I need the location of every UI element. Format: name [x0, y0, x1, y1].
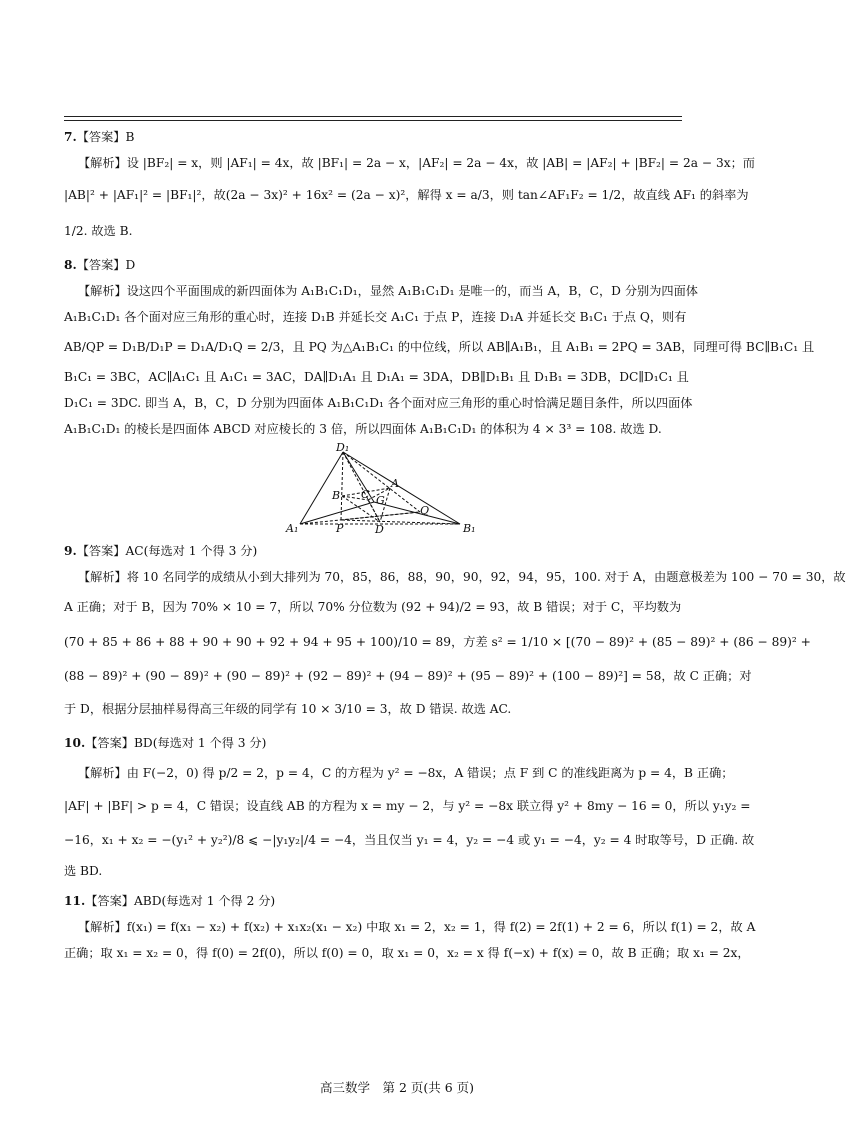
explanation-line: (88 − 89)² + (90 − 89)² + (90 − 89)² + (92 − 89)² + (94 − 89)² + (95 − 89)² + (100 − 89)²] = 58，故 C 正确；对 [64, 669, 752, 683]
segment-A1Q [300, 512, 420, 524]
explanation-line: (70 + 85 + 86 + 88 + 90 + 90 + 92 + 94 + 95 + 100)/10 = 89，方差 s² = 1/10 × [(70 − 89)² + (85 − 89)² + (86 − 89)² + [64, 635, 811, 649]
answer-line: 【答案】D [76, 258, 136, 272]
answer-line: 【答案】BD(每选对 1 个得 3 分) [85, 736, 267, 750]
question-9 [64, 540, 846, 726]
question-8 [64, 254, 815, 536]
explanation-line: 【解析】设 |BF₂| = x，则 |AF₁| = 4x，故 |BF₁| = 2a − x，|AF₂| = 2a − 4x，故 |AB| = |AF₂| + |BF₂| = 2a − 3x；而 [78, 156, 755, 170]
segment-D1P [341, 452, 343, 520]
explanation-line: |AB|² + |AF₁|² = |BF₁|²，故(2a − 3x)² + 16x² = (2a − x)²，解得 x = a/3，则 tan∠AF₁F₂ = 1/2，故直线 AF₁ 的斜率为 [64, 188, 749, 202]
question-number: 8. [64, 258, 77, 272]
explanation-line: 【解析】设这四个平面围成的新四面体为 A₁B₁C₁D₁，显然 A₁B₁C₁D₁ 是唯一的，而当 A，B，C，D 分别为四面体 [78, 284, 698, 298]
question-7 [64, 126, 755, 248]
explanation-line: 1/2. 故选 B. [64, 224, 133, 238]
segment-B1P [341, 520, 460, 524]
header-rule-bottom [64, 120, 682, 121]
label-C: C [361, 488, 370, 501]
label-A1: A₁ [286, 522, 299, 535]
explanation-line: A 正确；对于 B，因为 70% × 10 = 7，所以 70% 分位数为 (92 + 94)/2 = 93，故 B 错误；对于 C，平均数为 [64, 600, 682, 614]
answer-line: 【答案】ABD(每选对 1 个得 2 分) [85, 894, 276, 908]
explanation-line: 【解析】f(x₁) = f(x₁ − x₂) + f(x₂) + x₁x₂(x₁ − x₂) 中取 x₁ = 2，x₂ = 1，得 f(2) = 2f(1) + 2 = 6，所以 f(1) = 2，故 A [78, 920, 756, 934]
explanation-line: A₁B₁C₁D₁ 的棱长是四面体 ABCD 对应棱长的 3 倍，所以四面体 A₁B₁C₁D₁ 的体积为 4 × 3³ = 108. 故选 D. [64, 422, 662, 436]
segment-D1D [343, 452, 380, 522]
explanation-line: AB/QP = D₁B/D₁P = D₁A/D₁Q = 2/3，且 PQ 为△A₁B₁C₁ 的中位线，所以 AB∥A₁B₁，且 A₁B₁ = 2PQ = 3AB，同理可得 BC∥B₁C₁ 且 [64, 340, 815, 354]
label-B1: B₁ [463, 522, 476, 535]
explanation-line: 于 D，根据分层抽样易得高三年级的同学有 10 × 3/10 = 3，故 D 错误. 故选 AC. [64, 702, 512, 716]
explanation-line: A₁B₁C₁D₁ 各个面对应三角形的重心时，连接 D₁B 并延长交 A₁C₁ 于点 P，连接 D₁A 并延长交 B₁C₁ 于点 Q，则有 [64, 310, 687, 324]
answer-content [64, 126, 846, 972]
label-P: P [336, 522, 344, 535]
tetrahedron-diagram [64, 442, 688, 534]
explanation-line: D₁C₁ = 3DC. 即当 A，B，C，D 分别为四面体 A₁B₁C₁D₁ 各个面对应三角形的重心时恰满足题目条件，所以四面体 [64, 396, 693, 410]
explanation-line: 正确；取 x₁ = x₂ = 0，得 f(0) = 2f(0)，所以 f(0) = 0，取 x₁ = 0，x₂ = x 得 f(−x) + f(x) = 0，故 B 正确；取 x₁ = 2x， [64, 946, 750, 960]
question-11 [64, 890, 756, 966]
question-number: 11. [64, 894, 86, 908]
label-B: B [332, 489, 341, 502]
explanation-line: −16，x₁ + x₂ = −(y₁² + y₂²)/8 ⩽ −|y₁y₂|/4 = −4，当且仅当 y₁ = 4，y₂ = −4 或 y₁ = −4，y₂ = 4 时取等号，D 正确. 故 [64, 833, 755, 847]
explanation-line: 【解析】由 F(−2，0) 得 p/2 = 2，p = 4，C 的方程为 y² = −8x，A 错误；点 F 到 C 的准线距离为 p = 4，B 正确； [78, 766, 734, 780]
question-10 [64, 732, 755, 884]
answer-line: 【答案】AC(每选对 1 个得 3 分) [76, 544, 258, 558]
label-D1: D₁ [336, 441, 350, 454]
label-Q: Q [420, 504, 430, 517]
explanation-line: B₁C₁ = 3BC，AC∥A₁C₁ 且 A₁C₁ = 3AC，DA∥D₁A₁ 且 D₁A₁ = 3DA，DB∥D₁B₁ 且 D₁B₁ = 3DB，DC∥D₁C₁ 且 [64, 370, 689, 384]
question-number: 7. [64, 130, 77, 144]
label-A: A [391, 477, 399, 490]
label-D: D [375, 523, 384, 536]
question-number: 10. [64, 736, 86, 750]
explanation-line: |AF| + |BF| > p = 4，C 错误；设直线 AB 的方程为 x = my − 2，与 y² = −8x 联立得 y² + 8my − 16 = 0，所以 y₁y₂ = [64, 799, 751, 813]
question-number: 9. [64, 544, 77, 558]
label-G: G [376, 494, 385, 507]
header-rule-top [64, 116, 682, 117]
explanation-line: 选 BD. [64, 864, 103, 878]
answer-line: 【答案】B [76, 130, 135, 144]
explanation-line: 【解析】将 10 名同学的成绩从小到大排列为 70，85，86，88，90，90，92，94，95，100. 对于 A，由题意极差为 100 − 70 = 30，故 [78, 570, 846, 584]
edge-C1B1 [374, 502, 460, 524]
page-footer: 高三数学 第 2 页(共 6 页) [319, 1080, 475, 1095]
tetrahedron-figure [64, 442, 688, 534]
